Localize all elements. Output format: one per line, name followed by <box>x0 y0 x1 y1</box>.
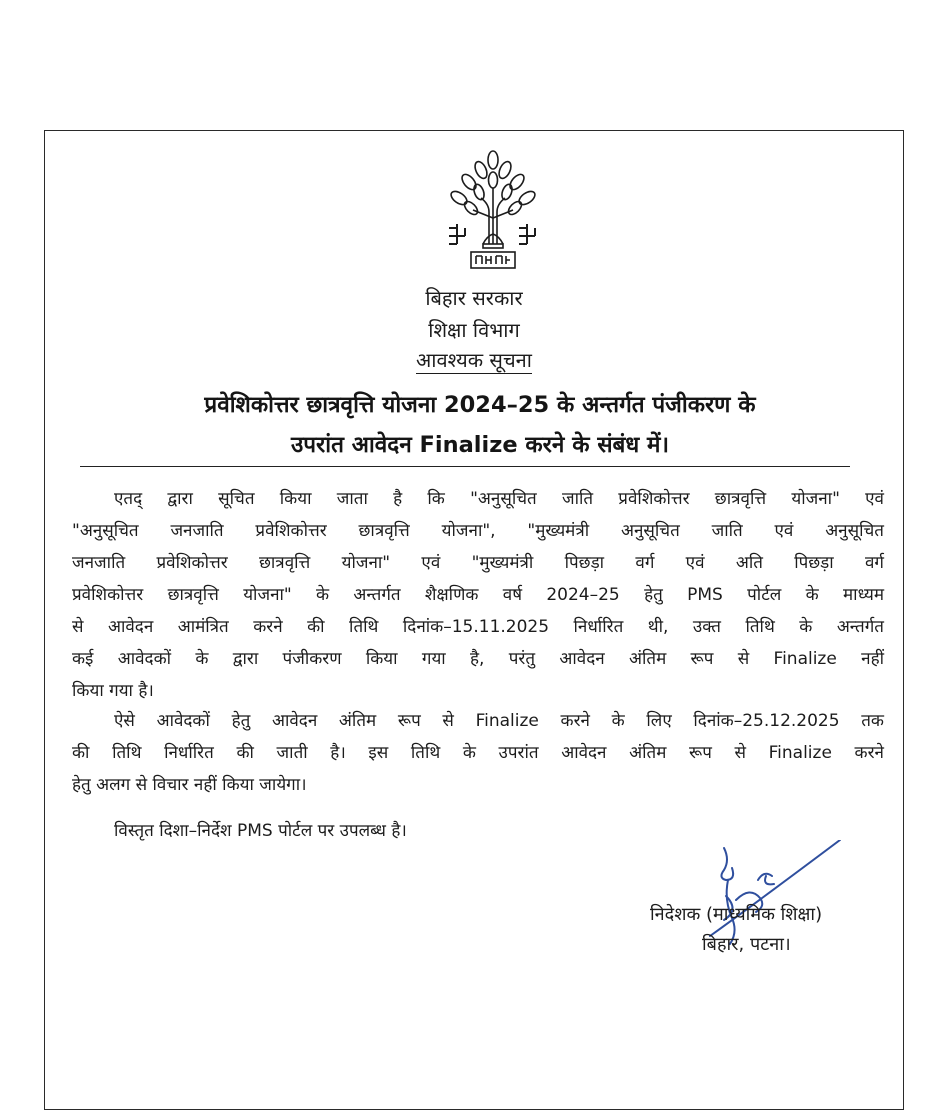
body-line: जनजाति प्रवेशिकोत्तर छात्रवृत्ति योजना" एवं "मुख्यमंत्री पिछड़ा वर्ग एवं अति पिछड़ा वर्ग <box>72 553 884 573</box>
body-line: प्रवेशिकोत्तर छात्रवृत्ति योजना" के अन्तर्गत शैक्षणिक वर्ष 2024–25 हेतु PMS पोर्टल के माध्यम <box>72 585 884 605</box>
signatory-designation: निदेशक (माध्यमिक शिक्षा) <box>650 904 823 925</box>
department-name: शिक्षा विभाग <box>428 318 520 342</box>
notice-title-line-1: प्रवेशिकोत्तर छात्रवृत्ति योजना 2024–25 के अन्तर्गत पंजीकरण के <box>204 392 756 418</box>
body-line: किया गया है। <box>72 681 154 701</box>
body-line: की तिथि निर्धारित की जाती है। इस तिथि के उपरांत आवेदन अंतिम रूप से Finalize करने <box>72 743 884 763</box>
government-name: बिहार सरकार <box>425 286 523 310</box>
notice-label: आवश्यक सूचना <box>416 348 532 372</box>
body-line: "अनुसूचित जनजाति प्रवेशिकोत्तर छात्रवृत्ति योजना", "मुख्यमंत्री अनुसूचित जाति एवं अनुसूचित <box>72 521 884 541</box>
body-line: से आवेदन आमंत्रित करने की तिथि दिनांक–15.11.2025 निर्धारित थी, उक्त तिथि के अन्तर्गत <box>72 617 884 637</box>
body-line: हेतु अलग से विचार नहीं किया जायेगा। <box>72 775 307 795</box>
notice-heading <box>0 346 948 373</box>
body-line: ऐसे आवेदकों हेतु आवेदन अंतिम रूप से Finalize करने के लिए दिनांक–25.12.2025 तक <box>114 711 884 731</box>
signatory-place: बिहार, पटना। <box>702 934 791 955</box>
body-line: एतद् द्वारा सूचित किया जाता है कि "अनुसूचित जाति प्रवेशिकोत्तर छात्रवृत्ति योजना" एवं <box>114 489 884 509</box>
bihar-emblem-icon <box>443 148 543 272</box>
guidelines-note: विस्तृत दिशा–निर्देश PMS पोर्टल पर उपलब्ध है। <box>114 821 407 841</box>
body-line: कई आवेदकों के द्वारा पंजीकरण किया गया है, परंतु आवेदन अंतिम रूप से Finalize नहीं <box>72 649 884 669</box>
title-divider <box>80 466 850 467</box>
notice-title-line-2: उपरांत आवेदन Finalize करने के संबंध में। <box>290 432 670 458</box>
